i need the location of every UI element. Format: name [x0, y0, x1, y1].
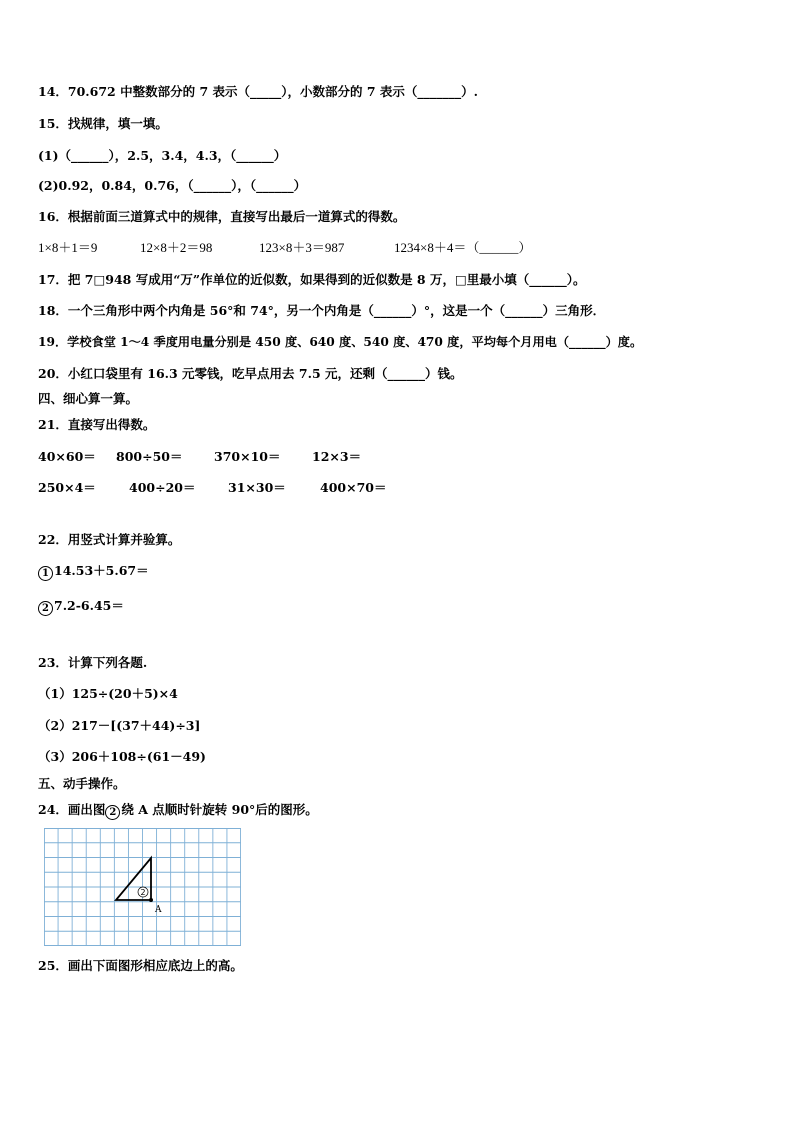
question-21: 21．直接写出得数。: [38, 417, 156, 432]
oral-calc-item: 40×60＝: [38, 449, 96, 464]
point-a-label: A: [155, 905, 162, 915]
section-4-heading: 四、细心算一算。: [38, 391, 139, 406]
question-14: 14．70.672 中整数部分的 7 表示（_____），小数部分的 7 表示（_______）.: [38, 84, 478, 99]
question-24: [38, 802, 318, 820]
q16-equation: 1234×8＋4＝（______）: [394, 240, 532, 255]
q23-item-3: （3）206＋108÷(61－49): [38, 749, 206, 764]
question-19: 19．学校食堂 1～4 季度用电量分别是 450 度、640 度、540 度、470 度，平均每个月用电（______）度。: [38, 335, 643, 349]
rotation-grid-figure: [44, 828, 241, 946]
question-25: 25．画出下面图形相应底边上的高。: [38, 958, 243, 973]
question-15: 15．找规律，填一填。: [38, 116, 168, 131]
oral-calc-item: 400÷20＝: [129, 480, 196, 495]
q22-expression: 14.53＋5.67＝: [54, 563, 149, 578]
question-22: 22．用竖式计算并验算。: [38, 532, 181, 547]
oral-calc-item: 400×70＝: [320, 480, 387, 495]
q22-item-2: [38, 598, 124, 616]
q22-item-1: [38, 563, 149, 581]
q16-equation: 1×8＋1＝9: [38, 240, 98, 255]
q24-text-end: 绕 A 点顺时针旋转 90°后的图形。: [121, 802, 318, 817]
question-16: 16．根据前面三道算式中的规律，直接写出最后一道算式的得数。: [38, 209, 406, 224]
question-23: 23．计算下列各题.: [38, 655, 148, 670]
question-18: 18．一个三角形中两个内角是 56°和 74°，另一个内角是（______）°，这是一个（______）三角形．: [38, 303, 606, 318]
shape-label: 2: [140, 888, 146, 897]
q23-item-1: （1）125÷(20＋5)×4: [38, 686, 178, 701]
section-5-heading: 五、动手操作。: [38, 776, 126, 791]
q23-item-2: （2）217－[(37＋44)÷3]: [38, 718, 201, 733]
q16-equation: 123×8＋3＝987: [259, 240, 345, 255]
circled-number: 1: [38, 566, 53, 581]
point-a-dot: [149, 898, 153, 902]
q24-text-start: 24．画出图: [38, 802, 106, 817]
oral-calc-item: 31×30＝: [228, 480, 286, 495]
circled-number: 2: [38, 601, 53, 616]
question-20: 20．小红口袋里有 16.3 元零钱，吃早点用去 7.5 元，还剩（______）钱。: [38, 366, 463, 381]
oral-calc-item: 370×10＝: [214, 449, 281, 464]
question-15-part-1: (1)（______），2.5，3.4，4.3，（______）: [38, 148, 287, 163]
oral-calc-item: 800÷50＝: [116, 449, 183, 464]
question-15-part-2: (2)0.92，0.84，0.76，（______），（______）: [38, 178, 307, 193]
q16-equation: 12×8＋2＝98: [140, 240, 213, 255]
circled-number: 2: [105, 805, 120, 820]
oral-calc-item: 12×3＝: [312, 449, 362, 464]
question-17: 17．把 7□948 写成用“万”作单位的近似数，如果得到的近似数是 8 万，□里最小填（______）。: [38, 272, 586, 287]
q22-expression: 7.2-6.45＝: [54, 598, 124, 613]
oral-calc-item: 250×4＝: [38, 480, 96, 495]
